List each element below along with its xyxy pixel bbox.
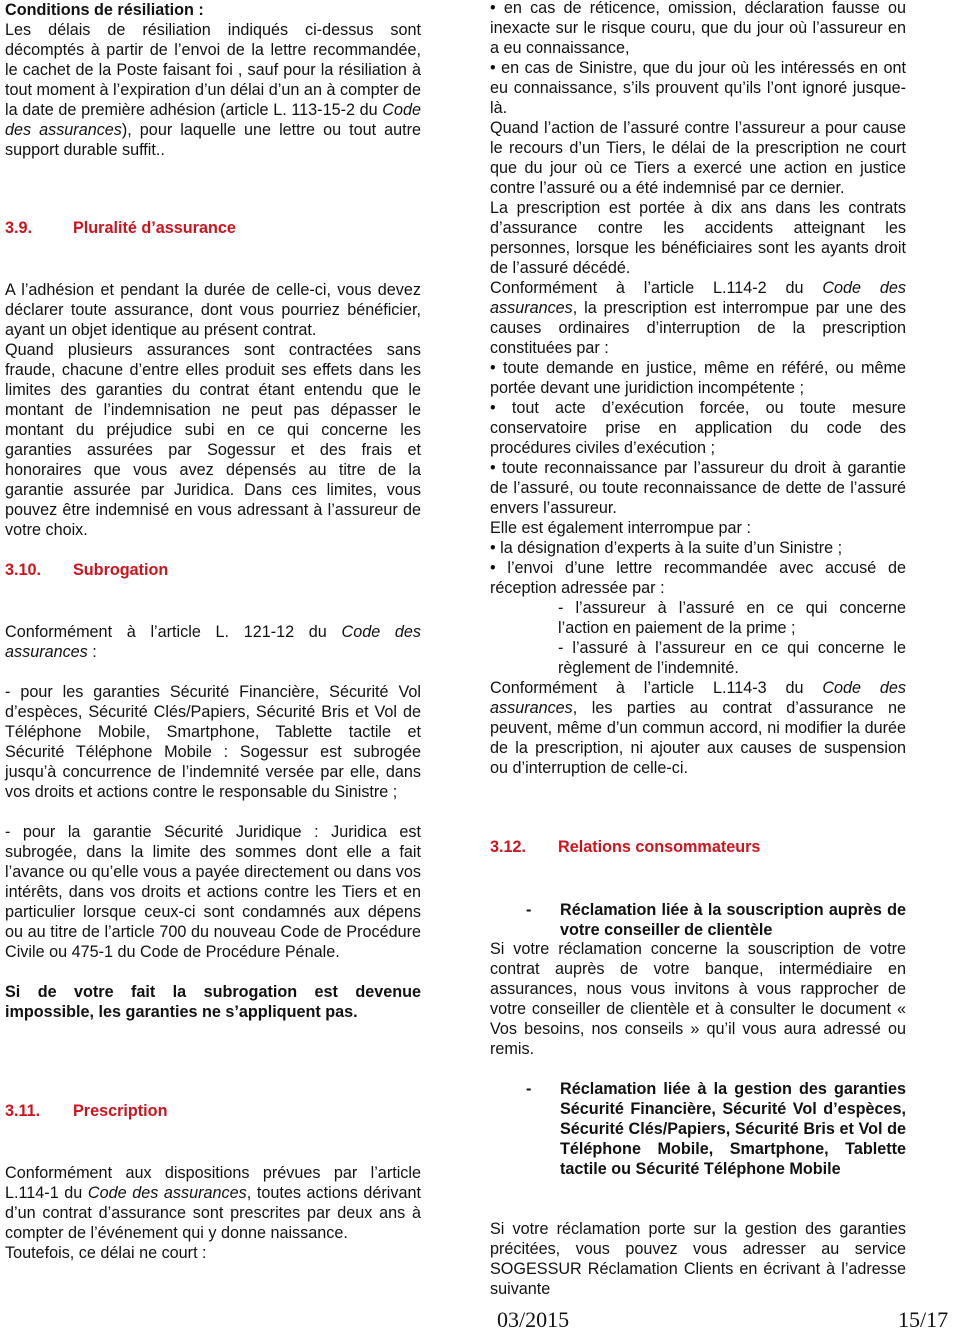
claim-management-heading: - Réclamation liée à la gestion des garanties Sécurité Financière, Sécurité Vol d’espèces, Sécurité Clés/Papiers, Sécurité Bris et Vol de Téléphone Mobile, Smartphone, Tablette tactile ou Sécurité Téléphone Mobile — [526, 1080, 906, 1178]
subrogation-warning: Si de votre fait la subrogation est devenue impossible, les garanties ne s’appliquent pas. — [5, 983, 421, 1021]
paragraph-ten-years: La prescription est portée à dix ans dans les contrats d’assurance contre les accidents atteignant les personnes, lorsque les bénéficiaires sont les ayants droit de l’assuré décédé. — [490, 199, 906, 277]
section-3-10-body — [5, 622, 421, 1022]
section-3-9-heading: 3.9. Pluralité d’assurance — [5, 219, 236, 237]
claim-management-text: Si votre réclamation porte sur la gestion des garanties précitées, vous pouvez vous adresser au service SOGESSUR Réclamation Clients en écrivant à l’adresse suivante — [490, 1220, 906, 1298]
bullet-experts: • la désignation d’experts à la suite d’un Sinistre ; — [490, 539, 843, 557]
bullet-lettre-recommandee: • l’envoi d’une lettre recommandée avec accusé de réception adressée par : — [490, 559, 906, 597]
subrogation-intro: Conformément à l’article L. 121-12 du Code des assurances : — [5, 623, 421, 661]
section-3-11-body — [5, 1163, 421, 1263]
plurality-paragraph-2: Quand plusieurs assurances sont contractées sans fraude, chacune d’entre elles produit ses effets dans les limites des garanties du contrat étant entendu que le montant de l’indemnisation ne peut pas dépasser le montant du préjudice subi en ce qui concerne les garanties assurées par Sogessur et des frais et honoraires que vous avez dépensés au titre de la garantie assurée par Juridica. Dans ces limites, vous pouvez être indemnisé en vous adressant à l’assureur de votre choix. — [5, 341, 421, 539]
footer-date: 03/2015 — [497, 1307, 570, 1332]
termination-heading: Conditions de résiliation : — [5, 1, 204, 19]
termination-paragraph: Les délais de résiliation indiqués ci-dessus sont décomptés à partir de l’envoi de la lettre recommandée, le cachet de la Poste faisant foi , sauf pour la résiliation à tout moment à l’expiration d’un délai d’un an à compter de la date de première adhésion (article L. 113-15-2 du Code des assurances), pour laquelle une lettre ou tout autre support durable suffit.. — [5, 21, 421, 159]
section-3-11-heading: 3.11. Prescription — [5, 1102, 168, 1120]
bullet-reconnaissance: • toute reconnaissance par l’assureur du droit à garantie de l’assuré, ou toute reconnaissance de dette de l’assuré envers l’assureur. — [490, 459, 906, 517]
paragraph-l114-3: Conformément à l’article L.114-3 du Code des assurances, les parties au contrat d’assurance ne peuvent, même d’un commun accord, ni modifier la durée de la prescription, ni ajouter aux causes de suspension ou d’interruption de celle-ci. — [490, 679, 906, 777]
bullet-demande-justice: • toute demande en justice, même en référé, ou même portée devant une juridiction incompétente ; — [490, 359, 906, 397]
subrogation-item-2: - pour la garantie Sécurité Juridique : Juridica est subrogée, dans la limite des sommes dont elle a fait l’avance ou qu’elle vous a payée directement ou dans vos intérêts, dans vos droits et actions contre les Tiers et en particulier lorsque ceux-ci sont condamnés aux dépens ou au titre de l’article 700 du nouveau Code de Procédure Civile ou 475-1 du Code de Procédure Pénale. — [5, 823, 421, 961]
bullet-sinistre: • en cas de Sinistre, que du jour où les intéressés en ont eu connaissance, s’ils prouvent qu’ils l’ont ignoré jusque-là. — [490, 59, 906, 117]
claim-management-body — [490, 1219, 906, 1299]
prescription-continued — [490, 0, 906, 778]
subrogation-item-1: - pour les garanties Sécurité Financière, Sécurité Vol d’espèces, Sécurité Clés/Papiers, Sécurité Bris et Vol de Téléphone Mobile, Smartphone, Tablette tactile et Sécurité Téléphone Mobile : Sogessur est subrogée jusqu’à concurrence de l’indemnité versée par elle, dans vos droits et actions contre le responsable du Sinistre ; — [5, 683, 421, 801]
section-3-9-body — [5, 280, 421, 540]
claim-subscription-heading: - Réclamation liée à la souscription auprès de votre conseiller de clientèle — [526, 901, 906, 939]
prescription-paragraph-1: Conformément aux dispositions prévues par l’article L.114-1 du Code des assurances, toutes actions dérivant d’un contrat d’assurance sont prescrites par deux ans à compter de l’événement qui y donne naissance. — [5, 1164, 422, 1242]
footer-page-number: 15/17 — [898, 1307, 949, 1332]
plurality-paragraph-1: A l’adhésion et pendant la durée de celle-ci, vous devez déclarer toute assurance, dont vous pourriez bénéficier, ayant un objet identique au présent contrat. — [5, 281, 421, 339]
section-3-10-heading: 3.10. Subrogation — [5, 561, 169, 579]
section-3-12-heading: 3.12. Relations consommateurs — [490, 838, 761, 856]
sub-item-assureur: - l’assureur à l’assuré en ce qui concerne l’action en paiement de la prime ; — [558, 599, 906, 637]
claim-subscription-text: Si votre réclamation concerne la souscription de votre contrat auprès de votre banque, intermédiaire en assurances, nous vous invitons à vous rapprocher de votre conseiller de clientèle et à consulter le document « Vos besoins, nos conseils » qu’il vous aura adressé ou remis. — [490, 940, 906, 1058]
claim-subscription-body — [490, 939, 906, 1059]
paragraph-l114-2: Conformément à l’article L.114-2 du Code des assurances, la prescription est interrompue par une des causes ordinaires d’interruption de la prescription constituées par : — [490, 279, 906, 357]
sub-item-assure: - l’assuré à l’assureur en ce qui concerne le règlement de l’indemnité. — [558, 639, 906, 677]
bullet-acte-execution: • tout acte d’exécution forcée, ou toute mesure conservatoire prise en application du code des procédures civiles d’exécution ; — [490, 399, 906, 457]
paragraph-also-interrupted: Elle est également interrompue par : — [490, 519, 751, 537]
prescription-paragraph-2: Toutefois, ce délai ne court : — [5, 1244, 207, 1262]
bullet-reticence: • en cas de réticence, omission, déclaration fausse ou inexacte sur le risque couru, que du jour où l’assureur en a eu connaissance, — [490, 0, 906, 57]
paragraph-tiers: Quand l’action de l’assuré contre l’assureur a pour cause le recours d’un Tiers, le délai de la prescription ne court que du jour où ce Tiers a exercé une action en justice contre l’assuré ou a été indemnisé par ce dernier. — [490, 119, 906, 197]
termination-conditions — [5, 0, 421, 160]
